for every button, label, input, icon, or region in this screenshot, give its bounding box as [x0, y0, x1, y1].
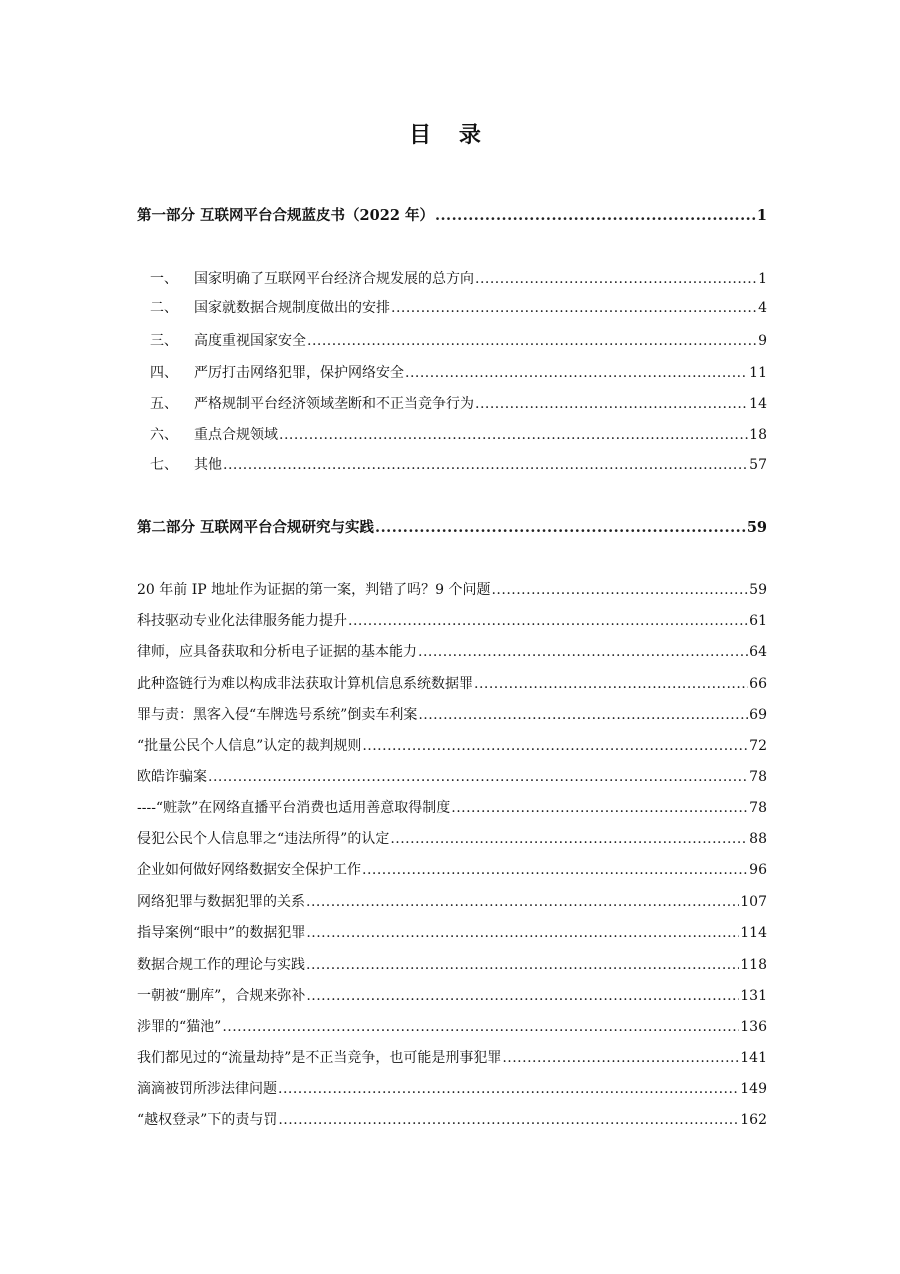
dot-leader [435, 207, 756, 225]
article-title: 罪与责：黑客入侵“车牌选号系统”倒卖车利案 [137, 707, 418, 723]
article-title: 一朝被“删库”，合规来弥补 [137, 988, 306, 1004]
section-title: 高度重视国家安全 [194, 333, 306, 349]
dot-leader [278, 1080, 739, 1098]
section-title: 严格规制平台经济领域垄断和不正当竞争行为 [194, 396, 474, 412]
toc-part-1[interactable] [137, 207, 767, 225]
toc-article[interactable] [137, 1018, 767, 1036]
dot-leader [278, 1111, 739, 1129]
section-title: 严厉打击网络犯罪，保护网络安全 [194, 365, 404, 381]
section-number: 七、 [150, 457, 178, 473]
page-number: 59 [749, 582, 767, 598]
article-title: 滴滴被罚所涉法律问题 [137, 1081, 277, 1097]
article-title: 科技驱动专业化法律服务能力提升 [137, 613, 347, 629]
dot-leader [307, 332, 757, 350]
dot-leader [418, 706, 748, 724]
section-number: 三、 [150, 333, 178, 349]
section-number: 六、 [150, 427, 178, 443]
dot-leader [375, 519, 746, 537]
section-title: 重点合规领域 [194, 427, 278, 443]
article-title: 指导案例“眼中”的数据犯罪 [137, 925, 306, 941]
toc-section[interactable] [150, 364, 767, 382]
section-number: 二、 [150, 300, 178, 316]
toc-article[interactable] [137, 768, 767, 786]
page-number: 78 [749, 769, 767, 785]
page-number: 88 [749, 831, 767, 847]
section-number: 一、 [150, 271, 178, 287]
dot-leader [348, 612, 748, 630]
page-number: 78 [749, 800, 767, 816]
article-title: 侵犯公民个人信息罪之“违法所得”的认定 [137, 831, 390, 847]
page-number: 149 [740, 1081, 767, 1097]
page-number: 118 [740, 957, 767, 973]
article-title: 企业如何做好网络数据安全保护工作 [137, 862, 361, 878]
toc-part-2[interactable] [137, 519, 767, 537]
part-label: 第二部分 互联网平台合规研究与实践 [137, 519, 375, 536]
dot-leader [405, 364, 748, 382]
toc-section[interactable] [150, 299, 767, 317]
toc-section[interactable] [150, 426, 767, 444]
toc-article[interactable] [137, 1049, 767, 1067]
page-number: 61 [749, 613, 767, 629]
page-number: 107 [740, 894, 767, 910]
article-title: 律师，应具备获取和分析电子证据的基本能力 [137, 644, 417, 660]
toc-article[interactable] [137, 861, 767, 879]
dot-leader [475, 270, 757, 288]
section-title: 国家就数据合规制度做出的安排 [194, 300, 390, 316]
toc-section[interactable] [150, 332, 767, 350]
dot-leader [362, 737, 748, 755]
article-title: 欧皓诈骗案 [137, 769, 207, 785]
dot-leader [279, 426, 748, 444]
dot-leader [391, 299, 757, 317]
part-label: 第一部分 互联网平台合规蓝皮书（2022 年） [137, 207, 434, 224]
dot-leader [491, 581, 748, 599]
article-title: “越权登录”下的责与罚 [137, 1112, 278, 1128]
toc-article[interactable] [137, 612, 767, 630]
section-number: 四、 [150, 365, 178, 381]
page-number: 11 [749, 365, 767, 381]
article-title: “批量公民个人信息”认定的裁判规则 [137, 738, 362, 754]
article-title: 涉罪的“猫池” [137, 1019, 222, 1035]
toc-article[interactable] [137, 581, 767, 599]
toc-article[interactable] [137, 799, 767, 817]
page-number: 72 [749, 738, 767, 754]
page-number: 18 [749, 427, 767, 443]
page-title: 目 录 [409, 122, 491, 148]
page-number: 136 [740, 1019, 767, 1035]
page-number: 9 [758, 333, 767, 349]
page-number: 1 [756, 207, 767, 224]
section-number: 五、 [150, 396, 178, 412]
toc-article[interactable] [137, 643, 767, 661]
dot-leader [390, 830, 748, 848]
dot-leader [475, 395, 748, 413]
toc-article[interactable] [137, 1111, 767, 1129]
toc-article[interactable] [137, 706, 767, 724]
toc-article[interactable] [137, 893, 767, 911]
toc-article[interactable] [137, 1080, 767, 1098]
article-title: 数据合规工作的理论与实践 [137, 957, 305, 973]
dot-leader [306, 987, 739, 1005]
page-number: 64 [749, 644, 767, 660]
dot-leader [418, 643, 748, 661]
toc-section[interactable] [150, 270, 767, 288]
article-title: 网络犯罪与数据犯罪的关系 [137, 894, 305, 910]
section-title: 其他 [194, 457, 222, 473]
article-title: 我们都见过的“流量劫持”是不正当竞争，也可能是刑事犯罪 [137, 1050, 502, 1066]
page-number: 57 [749, 457, 767, 473]
dot-leader [306, 893, 739, 911]
page-number: 69 [749, 707, 767, 723]
article-title: ----“赃款”在网络直播平台消费也适用善意取得制度 [137, 800, 451, 816]
dot-leader [362, 861, 748, 879]
dot-leader [306, 924, 739, 942]
page-number: 162 [740, 1112, 767, 1128]
toc-article[interactable] [137, 737, 767, 755]
page-number: 4 [758, 300, 767, 316]
dot-leader [306, 956, 739, 974]
page-number: 1 [758, 271, 767, 287]
dot-leader [222, 1018, 739, 1036]
dot-leader [223, 456, 748, 474]
toc-article[interactable] [137, 987, 767, 1005]
article-title: 此种盗链行为难以构成非法获取计算机信息系统数据罪 [137, 676, 473, 692]
page-number: 131 [740, 988, 767, 1004]
page-number: 141 [740, 1050, 767, 1066]
dot-leader [474, 675, 748, 693]
page-number: 14 [749, 396, 767, 412]
toc-article[interactable] [137, 675, 767, 693]
toc-section[interactable] [150, 395, 767, 413]
toc-article[interactable] [137, 956, 767, 974]
dot-leader [502, 1049, 739, 1067]
article-title: 20 年前 IP 地址作为证据的第一案，判错了吗？9 个问题 [137, 582, 491, 598]
toc-article[interactable] [137, 924, 767, 942]
section-title: 国家明确了互联网平台经济合规发展的总方向 [194, 271, 474, 287]
dot-leader [451, 799, 748, 817]
dot-leader [208, 768, 748, 786]
page-number: 114 [740, 925, 767, 941]
page-number: 59 [746, 519, 767, 536]
page-number: 96 [749, 862, 767, 878]
toc-article[interactable] [137, 830, 767, 848]
toc-section[interactable] [150, 456, 767, 474]
page-number: 66 [749, 676, 767, 692]
